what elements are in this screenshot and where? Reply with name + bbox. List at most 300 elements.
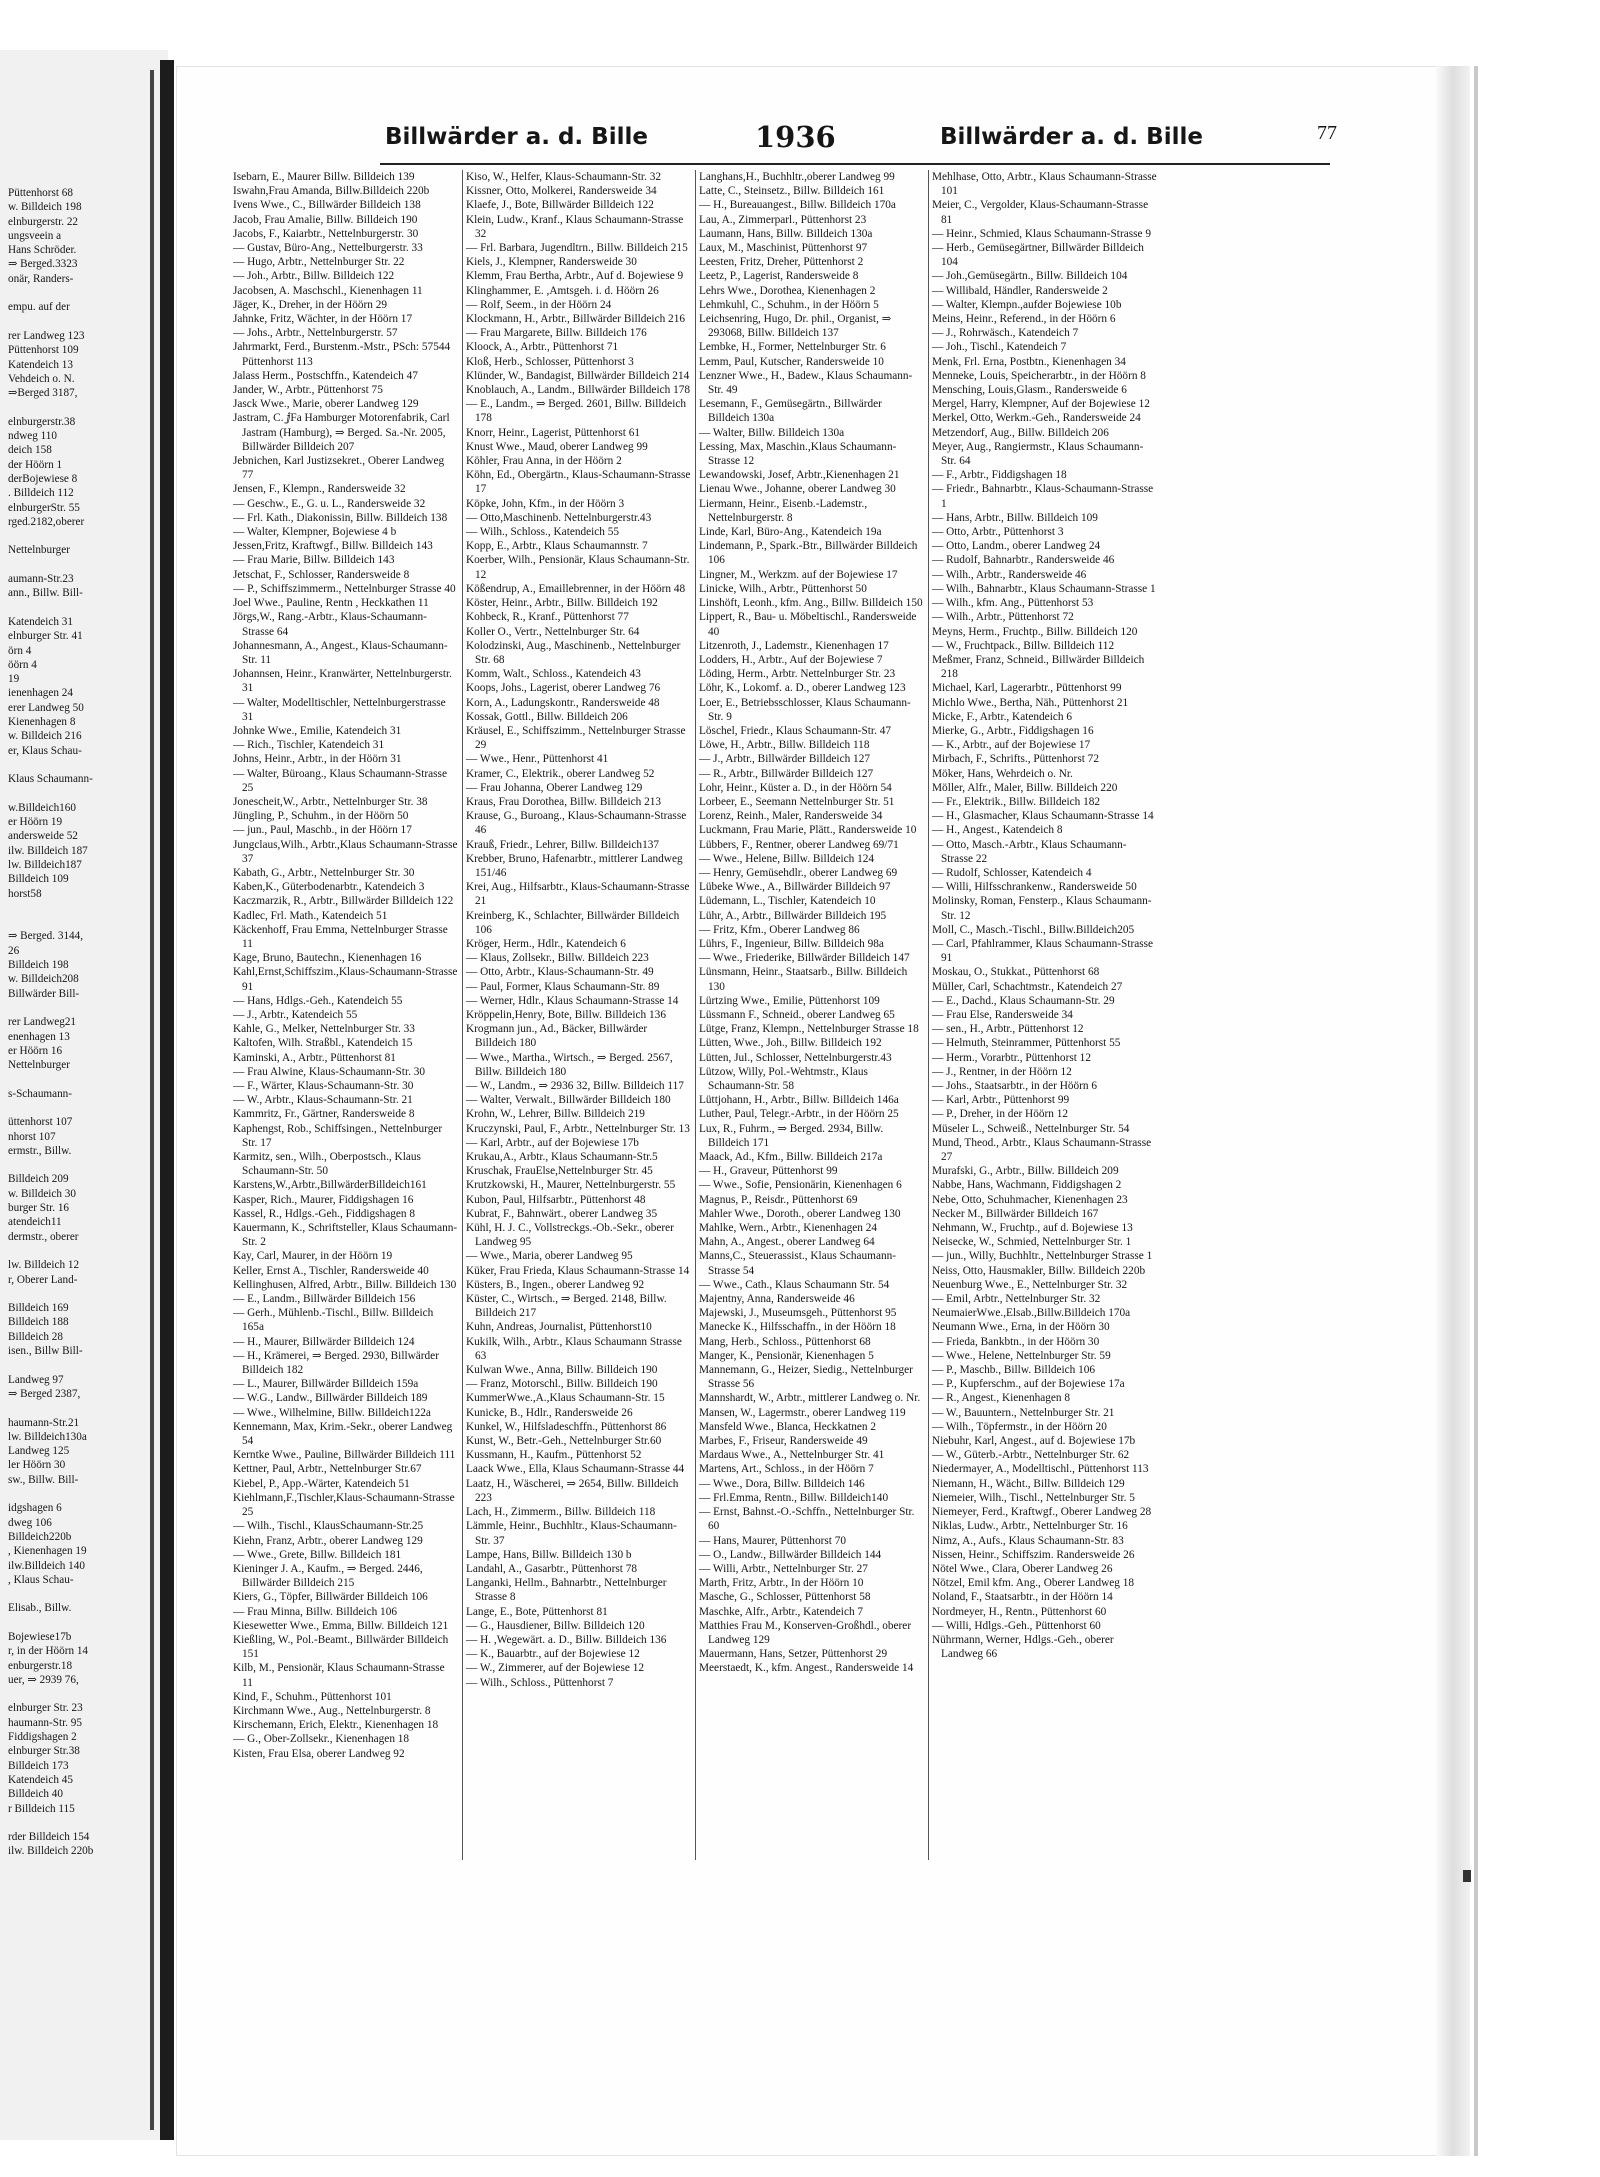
directory-entry: Mansen, W., Lagermstr., oberer Landweg 119 [699, 1406, 906, 1419]
directory-entry: — Frau Alwine, Klaus-Schaumann-Str. 30 [233, 1065, 426, 1078]
left-page-line: uer, ⇒ 2939 76, [8, 1673, 79, 1686]
left-page-line [8, 1687, 158, 1701]
directory-entry: — Wwe., Sofie, Pensionärin, Kienenhagen 6 [699, 1179, 902, 1192]
left-page-line: Billdeich 109 [8, 873, 69, 886]
directory-entry: — J., Rentner, in der Höörn 12 [932, 1065, 1072, 1078]
left-page-line: ler Höörn 30 [8, 1459, 66, 1472]
left-page-line [8, 1616, 158, 1630]
left-page-line: erer Landweg 50 [8, 701, 84, 714]
directory-entry: Lürtzing Wwe., Emilie, Püttenhorst 109 [699, 994, 880, 1007]
directory-entry: Jacob, Frau Amalie, Billw. Billdeich 190 [233, 213, 418, 226]
directory-entry: Lohr, Heinr., Küster a. D., in der Höörn 54 [699, 781, 892, 794]
directory-entry: Manger, K., Pensionär, Kienenhagen 5 [699, 1349, 874, 1362]
page-header [200, 112, 1335, 156]
directory-entry: Krohn, W., Lehrer, Billw. Billdeich 219 [466, 1108, 645, 1121]
left-page-line: r, in der Höörn 14 [8, 1645, 89, 1658]
directory-entry: — Willi, Hdlgs.-Geh., Püttenhorst 60 [932, 1619, 1101, 1632]
left-page-line: Katendeich 31 [8, 615, 73, 628]
left-page-line [8, 1158, 158, 1172]
directory-entry: Mirbach, F., Schrifts., Püttenhorst 72 [932, 753, 1099, 766]
directory-entry: Kruczynski, Paul, F., Arbtr., Nettelnburger Str. 13 [466, 1122, 690, 1135]
directory-entry: — W., Zimmerer, auf der Bojewiese 12 [466, 1662, 645, 1675]
directory-entry: Kage, Bruno, Bautechn., Kienenhagen 16 [233, 952, 422, 965]
left-page-line [8, 315, 158, 329]
directory-entry: — Herm., Vorarbtr., Püttenhorst 12 [932, 1051, 1091, 1064]
left-page-line: ⇒ Berged.3323 [8, 258, 78, 271]
left-page-line: . Billdeich 112 [8, 487, 74, 500]
directory-entry: Kopp, E., Arbtr., Klaus Schaumannstr. 7 [466, 540, 648, 553]
directory-entry: Kilb, M., Pensionär, Klaus Schaumann-Strasse 11 [233, 1662, 445, 1689]
left-page-line: rer Landweg 123 [8, 329, 85, 342]
directory-entry: Landahl, A., Gasarbtr., Püttenhorst 78 [466, 1562, 637, 1575]
left-page-line: ilw. Billdeich 220b [8, 1845, 94, 1858]
directory-entry: — H., Krämerei, ⇒ Berged. 2930, Billwärder Billdeich 182 [233, 1349, 439, 1377]
left-page-line: Billdeich 198 [8, 959, 69, 972]
directory-entry: Kadlec, Frl. Math., Katendeich 51 [233, 909, 388, 922]
left-page-line: haumann-Str.21 [8, 1416, 80, 1429]
directory-entry: Jessen,Fritz, Kraftwgf., Billw. Billdeich 143 [233, 540, 433, 553]
left-page-line: ienenhagen 24 [8, 687, 73, 700]
left-page-line [8, 529, 158, 543]
left-page-line [8, 400, 158, 414]
directory-entry: Langhans,H., Buchhltr.,oberer Landweg 99 [699, 171, 895, 183]
directory-entry: — Wilh., Töpfermstr., in der Höörn 20 [932, 1420, 1107, 1433]
directory-entry: Mahn, A., Angest., oberer Landweg 64 [699, 1236, 875, 1249]
directory-entry: Kind, F., Schuhm., Püttenhorst 101 [233, 1690, 392, 1703]
left-page-line: öörn 4 [8, 658, 37, 671]
directory-entry: — Hans, Arbtr., Billw. Billdeich 109 [932, 511, 1098, 524]
directory-entry: — H., Glasmacher, Klaus Schaumann-Strasse 14 [932, 810, 1154, 823]
directory-entry: Kubon, Paul, Hilfsarbtr., Püttenhorst 48 [466, 1193, 646, 1206]
directory-entry: Luckmann, Frau Marie, Plätt., Randersweide 10 [699, 824, 917, 837]
left-page-line: atendeich11 [8, 1216, 62, 1229]
directory-entry: Neuenburg Wwe., E., Nettelnburger Str. 32 [932, 1278, 1128, 1291]
left-page-line: er Höörn 19 [8, 816, 63, 829]
directory-entry: Menneke, Louis, Speicherarbtr., in der Höörn 8 [932, 369, 1146, 382]
directory-entry: Lingner, M., Werkzm. auf der Bojewiese 17 [699, 568, 898, 581]
page-number: 77 [1317, 122, 1337, 144]
directory-entry: — Werner, Hdlr., Klaus Schaumann-Strasse 14 [466, 994, 679, 1007]
directory-entry: Lenzner Wwe., H., Badew., Klaus Schaumann-Str. 49 [699, 369, 913, 397]
left-page-line: enburgerstr.18 [8, 1659, 73, 1672]
directory-entry: — Wilh., Tischl., KlausSchaumann-Str.25 [233, 1520, 424, 1533]
directory-entry: Kennemann, Max, Krim.-Sekr., oberer Landweg 54 [233, 1420, 453, 1448]
directory-entry: Kaminski, A., Arbtr., Püttenhorst 81 [233, 1051, 396, 1064]
directory-entry: Leetz, P., Lagerist, Randersweide 8 [699, 270, 859, 283]
directory-entry: Marth, Fritz, Arbtr., In der Höörn 10 [699, 1577, 864, 1590]
left-page-line: örn 4 [8, 644, 32, 657]
directory-entry: — Friedr., Bahnarbtr., Klaus-Schaumann-Strasse 1 [932, 483, 1154, 510]
directory-entry: — J., Arbtr., Billwärder Billdeich 127 [699, 753, 871, 766]
directory-entry: — Frieda, Bankbtn., in der Höörn 30 [932, 1335, 1100, 1348]
directory-entry: Jonescheit,W., Arbtr., Nettelnburger Str. 38 [233, 795, 428, 808]
directory-entry: Lewandowski, Josef, Arbtr.,Kienenhagen 21 [699, 469, 900, 482]
left-page-line: , Kienenhagen 19 [8, 1545, 87, 1558]
directory-entry: Klaefe, J., Bote, Billwärder Billdeich 122 [466, 199, 654, 212]
directory-entry: Möller, Alfr., Maler, Billw. Billdeich 220 [932, 781, 1118, 794]
header-year: 1936 [755, 120, 836, 154]
directory-entry: Johnke Wwe., Emilie, Katendeich 31 [233, 724, 402, 737]
directory-entry: — Fritz, Kfm., Oberer Landweg 86 [699, 923, 860, 936]
directory-entry: Jalass Herm., Postschffn., Katendeich 47 [233, 369, 418, 382]
left-page-line: Nettelnburger [8, 1059, 70, 1072]
directory-entry: Meerstaedt, K., kfm. Angest., Randersweide 14 [699, 1662, 914, 1675]
directory-entry: Niedermayer, A., Modelltischl., Püttenhorst 113 [932, 1463, 1149, 1476]
directory-entry: Klein, Ludw., Kranf., Klaus Schaumann-Strasse 32 [466, 213, 684, 240]
directory-entry: Lach, H., Zimmerm., Billw. Billdeich 118 [466, 1506, 656, 1519]
directory-entry: — Otto, Landm., oberer Landweg 24 [932, 540, 1101, 553]
left-page-line [8, 601, 158, 615]
directory-entry: — Willi, Hilfsschrankenw., Randersweide 50 [932, 881, 1137, 894]
directory-entry: — Otto, Masch.-Arbtr., Klaus Schaumann-Strasse 22 [932, 838, 1127, 865]
directory-entry: — Wwe., Martha., Wirtsch., ⇒ Berged. 2567, Billw. Billdeich 180 [466, 1051, 673, 1078]
directory-entry: Lühr, A., Arbtr., Billwärder Billdeich 195 [699, 909, 887, 922]
directory-entry: Nordmeyer, H., Rentn., Püttenhorst 60 [932, 1605, 1107, 1618]
directory-entry: — Joh., Arbtr., Billw. Billdeich 122 [233, 270, 395, 283]
directory-column-3 [699, 170, 924, 1860]
left-page-line: Billwärder Bill- [8, 987, 80, 1000]
directory-entry: Mierke, G., Arbtr., Fiddigshagen 16 [932, 724, 1094, 737]
directory-entry: Mardaus Wwe., A., Nettelnburger Str. 41 [699, 1449, 885, 1462]
directory-entry: Nissen, Heinr., Schiffszim. Randersweide 26 [932, 1548, 1135, 1561]
directory-entry: Kößendrup, A., Emaillebrenner, in der Höörn 48 [466, 582, 686, 595]
directory-entry: Mergel, Harry, Klempner, Auf der Bojewiese 12 [932, 398, 1150, 411]
directory-entry: Michael, Karl, Lagerarbtr., Püttenhorst 99 [932, 682, 1122, 695]
directory-entry: Linshöft, Leonh., kfm. Ang., Billw. Billdeich 150 [699, 597, 923, 610]
directory-entry: Nührmann, Werner, Hdlgs.-Geh., oberer Landweg 66 [932, 1633, 1114, 1661]
left-page-line: elnburger Str. 23 [8, 1702, 83, 1715]
directory-entry: — P., Kupferschm., auf der Bojewiese 17a [932, 1378, 1125, 1391]
left-page-line: Fiddigshagen 2 [8, 1731, 77, 1744]
directory-entry: — F., Arbtr., Fiddigshagen 18 [932, 469, 1067, 482]
directory-entry: Krebber, Bruno, Hafenarbtr., mittlerer Landweg 151/46 [466, 852, 683, 879]
directory-entry: — Karl, Arbtr., auf der Bojewiese 17b [466, 1136, 639, 1149]
header-rule [380, 163, 1330, 165]
directory-column-1 [233, 170, 458, 1860]
directory-entry: Jasck Wwe., Marie, oberer Landweg 129 [233, 398, 419, 411]
directory-entry: Majewski, J., Museumsgeh., Püttenhorst 95 [699, 1307, 897, 1320]
directory-entry: Kauermann, K., Schriftsteller, Klaus Schaumann-Str. 2 [233, 1222, 458, 1249]
directory-entry: Lux, R., Fuhrm., ⇒ Berged. 2934, Billw. Billdeich 171 [699, 1122, 884, 1149]
directory-entry: Käckenhoff, Frau Emma, Nettelnburger Strasse 11 [233, 923, 448, 950]
directory-entry: — Henry, Gemüsehdlr., oberer Landweg 69 [699, 866, 898, 879]
directory-entry: — H., Maurer, Billwärder Billdeich 124 [233, 1335, 415, 1348]
directory-entry: Lampe, Hans, Billw. Billdeich 130 b [466, 1548, 632, 1561]
left-page-line: ilw.Billdeich 140 [8, 1559, 85, 1572]
directory-entry: Necker M., Billwärder Billdeich 167 [932, 1207, 1099, 1220]
directory-entry: — Otto, Arbtr., Klaus-Schaumann-Str. 49 [466, 966, 654, 979]
left-page-line: 19 [8, 673, 20, 686]
directory-entry: Kiso, W., Helfer, Klaus-Schaumann-Str. 32 [466, 171, 662, 183]
left-page-line [8, 1816, 158, 1830]
directory-entry: Masche, G., Schlosser, Püttenhorst 58 [699, 1591, 871, 1604]
directory-entry: Müller, Carl, Schachtmstr., Katendeich 27 [932, 980, 1123, 993]
directory-entry: Kiers, G., Töpfer, Billwärder Billdeich 106 [233, 1591, 428, 1604]
directory-entry: Löwe, H., Arbtr., Billw. Billdeich 118 [699, 739, 870, 752]
directory-entry: Kunkel, W., Hilfsladeschffn., Püttenhorst 86 [466, 1420, 667, 1433]
directory-entry: — Wwe., Friederike, Billwärder Billdeich 147 [699, 952, 910, 965]
left-page-line: ungsveein a [8, 229, 62, 242]
directory-entry: Kossak, Gottl., Billw. Billdeich 206 [466, 710, 628, 723]
left-page-line [8, 1244, 158, 1258]
directory-entry: Kiels, J., Klempner, Randersweide 30 [466, 256, 637, 269]
directory-entry: — R., Arbtr., Billwärder Billdeich 127 [699, 767, 874, 780]
directory-entry: — Walter, Modelltischler, Nettelnburgerstrasse 31 [233, 696, 446, 723]
directory-entry: Jahrmarkt, Ferd., Burstenm.-Mstr., PSch: 57544 Püttenhorst 113 [233, 341, 451, 368]
directory-entry: — Frl. Kath., Diakonissin, Billw. Billdeich 138 [233, 511, 448, 524]
column-divider [695, 170, 696, 1860]
directory-entry: — P., Maschb., Billw. Billdeich 106 [932, 1364, 1096, 1377]
directory-entry: Johannesmann, A., Angest., Klaus-Schaumann-Str. 11 [233, 639, 448, 666]
directory-entry: Kühl, H. J. C., Vollstreckgs.-Ob.-Sekr., oberer Landweg 95 [466, 1222, 674, 1249]
directory-entry: Lindemann, P., Spark.-Btr., Billwärder Billdeich 106 [699, 540, 918, 567]
directory-entry: Lüdemann, L., Tischler, Katendeich 10 [699, 895, 876, 908]
directory-entry: Kuhn, Andreas, Journalist, Püttenhorst10 [466, 1321, 652, 1334]
book-gutter [160, 60, 174, 2140]
left-page-line: Katendeich 45 [8, 1773, 73, 1786]
directory-entry: Linde, Karl, Büro-Ang., Katendeich 19a [699, 526, 882, 539]
left-page-line: Bojewiese17b [8, 1630, 72, 1643]
directory-entry: — Wilh., Bahnarbtr., Klaus Schaumann-Strasse 1 [932, 582, 1156, 595]
directory-entry: — Frau Minna, Billw. Billdeich 106 [233, 1605, 398, 1618]
directory-entry: Jastram, C. ⅉFa Hamburger Motorenfabrik, Carl Jastram (Hamburg), ⇒ Berged. Sa.-Nr. 2005, Billwärder Billdeich 207 [233, 412, 450, 453]
left-page-line [8, 1401, 158, 1415]
directory-column-4 [932, 170, 1157, 1860]
directory-entry: Niklas, Ludw., Arbtr., Nettelnburger Str. 16 [932, 1520, 1128, 1533]
left-page-line: w. Billdeich 216 [8, 730, 82, 743]
directory-entry: Latte, C., Steinsetz., Billw. Billdeich 161 [699, 185, 885, 198]
directory-entry: Kiehn, Franz, Arbtr., oberer Landweg 129 [233, 1534, 423, 1547]
left-page-line: nhorst 107 [8, 1130, 56, 1143]
directory-entry: Noland, F., Staatsarbtr., in der Höörn 14 [932, 1591, 1113, 1604]
left-page-line [8, 1587, 158, 1601]
directory-entry: — G., Ober-Zollsekr., Kienenhagen 18 [233, 1733, 410, 1746]
directory-entry: Lünsmann, Heinr., Staatsarb., Billw. Billdeich 130 [699, 966, 908, 993]
directory-entry: Kaczmarzik, R., Arbtr., Billwärder Billdeich 122 [233, 895, 454, 908]
directory-entry: Kunicke, B., Hdlr., Randersweide 26 [466, 1406, 633, 1419]
directory-entry: — Frl.Emma, Rentn., Billw. Billdeich140 [699, 1491, 889, 1504]
directory-entry: Nötel Wwe., Clara, Oberer Landweg 26 [932, 1562, 1113, 1575]
directory-entry: Köhn, Ed., Obergärtn., Klaus-Schaumann-Strasse 17 [466, 469, 691, 496]
directory-entry: Meßmer, Franz, Schneid., Billwärder Billdeich 218 [932, 653, 1145, 681]
directory-entry: Krauß, Friedr., Lehrer, Billw. Billdeich137 [466, 838, 660, 851]
directory-entry: Mauermann, Hans, Setzer, Püttenhorst 29 [699, 1648, 888, 1661]
directory-entry: — Wwe., Helene, Nettelnburger Str. 59 [932, 1349, 1111, 1362]
left-page-line: 26 [8, 944, 20, 957]
directory-entry: — Wilh., Arbtr., Püttenhorst 72 [932, 611, 1074, 624]
directory-entry: — P., Dreher, in der Höörn 12 [932, 1108, 1069, 1121]
directory-entry: — G., Hausdiener, Billw. Billdeich 120 [466, 1619, 645, 1632]
directory-entry: Kraus, Frau Dorothea, Billw. Billdeich 213 [466, 795, 662, 808]
directory-entry: Matthies Frau M., Konserven-Großhdl., oberer Landweg 129 [699, 1619, 912, 1646]
directory-entry: Johns, Heinr., Arbtr., in der Höörn 31 [233, 753, 402, 766]
left-page-line: Kienenhagen 8 [8, 715, 76, 728]
directory-entry: — W., Güterb.-Arbtr., Nettelnburger Str. 62 [932, 1449, 1130, 1462]
left-page-line: Elisab., Billw. [8, 1602, 72, 1615]
directory-entry: Karstens,W.,Arbtr.,BillwärderBilldeich161 [233, 1179, 427, 1192]
directory-entry: Kiesewetter Wwe., Emma, Billw. Billdeich 121 [233, 1619, 449, 1632]
directory-entry: — Wwe., Helene, Billw. Billdeich 124 [699, 852, 875, 865]
directory-entry: Meyer, Aug., Rangiermstr., Klaus Schaumann-Str. 64 [932, 440, 1144, 468]
left-page-line [8, 1287, 158, 1301]
left-page-line: haumann-Str. 95 [8, 1716, 82, 1729]
directory-entry: Kloß, Herb., Schlosser, Püttenhorst 3 [466, 355, 634, 368]
directory-entry: Kirchmann Wwe., Aug., Nettelnburgerstr. 8 [233, 1704, 431, 1717]
directory-entry: — Rudolf, Bahnarbtr., Randersweide 46 [932, 554, 1115, 567]
directory-entry: Klünder, W., Bandagist, Billwärder Billdeich 214 [466, 369, 690, 382]
left-page-line: w. Billdeich208 [8, 973, 79, 986]
directory-entry: Kieninger J. A., Kaufm., ⇒ Berged. 2446, Billwärder Billdeich 215 [233, 1562, 423, 1590]
left-page-line: rged.2182,oberer [8, 515, 85, 528]
directory-entry: — sen., H., Arbtr., Püttenhorst 12 [932, 1023, 1084, 1036]
directory-entry: — jun., Willy, Buchhltr., Nettelnburger Strasse 1 [932, 1250, 1153, 1263]
left-page-line: onär, Randers- [8, 272, 74, 285]
left-page-line: Billdeich 28 [8, 1330, 63, 1343]
left-page-line: Landweg 125 [8, 1445, 70, 1458]
directory-entry: Kahle, G., Melker, Nettelnburger Str. 33 [233, 1023, 415, 1036]
directory-entry: Jacobsen, A. Maschschl., Kienenhagen 11 [233, 284, 423, 297]
directory-entry: Kiehlmann,F.,Tischler,Klaus-Schaumann-Strasse 25 [233, 1491, 455, 1519]
directory-entry: Jensen, F., Klempn., Randersweide 32 [233, 483, 406, 496]
left-page-line: ann., Billw. Bill- [8, 587, 83, 600]
directory-entry: Mansfeld Wwe., Blanca, Heckkatnen 2 [699, 1420, 877, 1433]
directory-entry: — Willi, Arbtr., Nettelnburger Str. 27 [699, 1562, 868, 1575]
directory-entry: Kammritz, Fr., Gärtner, Randersweide 8 [233, 1108, 415, 1121]
left-page-line: Nettelnburger [8, 544, 70, 557]
directory-entry: — Rudolf, Schlosser, Katendeich 4 [932, 866, 1092, 879]
directory-entry: Küster, C., Wirtsch., ⇒ Berged. 2148, Billw. Billdeich 217 [466, 1293, 667, 1320]
directory-entry: — Wwe., Dora, Billw. Billdeich 146 [699, 1477, 865, 1490]
directory-entry: Kaltofen, Wilh. Straßbl., Katendeich 15 [233, 1037, 413, 1050]
directory-entry: — Otto,Maschinenb. Nettelnburgerstr.43 [466, 511, 652, 524]
left-page-line: er, Klaus Schau- [8, 744, 82, 757]
directory-entry: Merkel, Otto, Werkm.-Geh., Randersweide 24 [932, 412, 1141, 425]
directory-entry: Krause, G., Buroang., Klaus-Schaumann-Strasse 46 [466, 810, 687, 837]
binding-hole [1463, 1870, 1471, 1882]
directory-entry: Keller, Ernst A., Tischler, Randersweide 40 [233, 1264, 429, 1277]
directory-entry: Küker, Frau Frieda, Klaus Schaumann-Strasse 14 [466, 1264, 690, 1277]
directory-entry: Klemm, Frau Bertha, Arbtr., Auf d. Bojewiese 9 [466, 270, 684, 283]
directory-entry: — Frl. Barbara, Jugendltrn., Billw. Billdeich 215 [466, 242, 688, 255]
directory-entry: Nebe, Otto, Schuhmacher, Kienenhagen 23 [932, 1193, 1128, 1206]
directory-entry: Loer, E., Betriebsschlosser, Klaus Schaumann-Str. 9 [699, 696, 911, 723]
directory-entry: Nimz, A., Aufs., Klaus Schaumann-Str. 83 [932, 1534, 1124, 1547]
directory-entry: — E., Dachd., Klaus Schaumann-Str. 29 [932, 994, 1115, 1007]
directory-entry: Kiebel, P., App.-Wärter, Katendeich 51 [233, 1477, 410, 1490]
directory-entry: Litzenroth, J., Lademstr., Kienenhagen 17 [699, 639, 889, 652]
directory-entry: — W., Fruchtpack., Billw. Billdeich 112 [932, 639, 1115, 652]
directory-entry: — Hans, Hdlgs.-Geh., Katendeich 55 [233, 994, 403, 1007]
directory-entry: — Walter, Verwalt., Billwärder Billdeich 180 [466, 1094, 671, 1107]
directory-entry: — J., Rohrwäsch., Katendeich 7 [932, 327, 1079, 340]
directory-entry: Linicke, Wilh., Arbtr., Püttenhorst 50 [699, 582, 867, 595]
directory-entry: Kassel, R., Hdlgs.-Geh., Fiddigshagen 8 [233, 1207, 415, 1220]
directory-entry: — J., Arbtr., Katendeich 55 [233, 1008, 358, 1021]
left-page-line: empu. auf der [8, 301, 70, 314]
directory-entry: — Karl, Arbtr., Püttenhorst 99 [932, 1094, 1070, 1107]
directory-entry: Köster, Heinr., Arbtr., Billw. Billdeich 192 [466, 597, 658, 610]
directory-entry: Kohbeck, R., Kranf., Püttenhorst 77 [466, 611, 629, 624]
left-page-line: rer Landweg21 [8, 1016, 77, 1029]
directory-entry: Michlo Wwe., Bertha, Näh., Püttenhorst 21 [932, 696, 1129, 709]
column-divider [928, 170, 929, 1860]
directory-entry: Kettner, Paul, Arbtr., Nettelnburger Str.67 [233, 1463, 422, 1476]
left-page-line: deich 158 [8, 444, 52, 457]
directory-entry: Ivens Wwe., C., Billwärder Billdeich 138 [233, 199, 421, 212]
directory-entry: Kabath, G., Arbtr., Nettelnburger Str. 30 [233, 866, 415, 879]
left-page-line: burger Str. 16 [8, 1202, 70, 1215]
directory-entry: Lorbeer, E., Seemann Nettelnburger Str. 51 [699, 795, 895, 808]
directory-entry: Küsters, B., Ingen., oberer Landweg 92 [466, 1278, 645, 1291]
left-page-line: w. Billdeich 30 [8, 1187, 76, 1200]
directory-entry: Liermann, Heinr., Eisenb.-Lademstr., Nettelnburgerstr. 8 [699, 497, 868, 524]
directory-entry: Martens, Art., Schloss., in der Höörn 7 [699, 1463, 874, 1476]
directory-entry: Klinghammer, E. ,Amtsgeh. i. d. Höörn 26 [466, 284, 659, 297]
directory-entry: Marbes, F., Friseur, Randersweide 49 [699, 1435, 868, 1448]
directory-entry: — Wwe., Grete, Billw. Billdeich 181 [233, 1548, 402, 1561]
directory-entry: Manecke K., Hilfsschaffn., in der Höörn 18 [699, 1321, 896, 1334]
directory-entry: — Franz, Motorschl., Billw. Billdeich 190 [466, 1378, 658, 1391]
directory-entry: — Ernst, Bahnst.-O.-Schffn., Nettelnburger Str. 60 [699, 1506, 915, 1533]
left-page-line [8, 1487, 158, 1501]
directory-entry: Johannsen, Heinr., Kranwärter, Nettelnburgerstr. 31 [233, 668, 452, 695]
directory-entry: — H., Graveur, Püttenhorst 99 [699, 1165, 838, 1178]
directory-entry: Magnus, P., Reisdr., Püttenhorst 69 [699, 1193, 858, 1206]
directory-entry: Komm, Walt., Schloss., Katendeich 43 [466, 668, 641, 681]
directory-entry: — W.G., Landw., Billwärder Billdeich 189 [233, 1392, 428, 1405]
directory-entry: Kaphengst, Rob., Schiffsingen., Nettelnburger Str. 17 [233, 1122, 443, 1149]
directory-entry: — Joh., Tischl., Katendeich 7 [932, 341, 1067, 354]
directory-entry: Isebarn, E., Maurer Billw. Billdeich 139 [233, 171, 415, 183]
directory-entry: Löschel, Friedr., Klaus Schaumann-Str. 47 [699, 724, 892, 737]
directory-entry: — Geschw., E., G. u. L., Randersweide 32 [233, 497, 426, 510]
directory-entry: Nabbe, Hans, Wachmann, Fiddigshagen 2 [932, 1179, 1122, 1192]
directory-entry: Lippert, R., Bau- u. Möbeltischl., Randersweide 40 [699, 611, 917, 638]
directory-entry: — Frau Else, Randersweide 34 [932, 1008, 1073, 1021]
directory-entry: Lodders, H., Arbtr., Auf der Bojewiese 7 [699, 653, 883, 666]
directory-entry: Niemeyer, Ferd., Kraftwgf., Oberer Landweg 28 [932, 1506, 1152, 1519]
left-page-line: dermstr., oberer [8, 1230, 79, 1243]
directory-entry: — Johs., Arbtr., Nettelnburgerstr. 57 [233, 327, 398, 340]
directory-entry: Langanki, Hellm., Bahnarbtr., Nettelnburger Strasse 8 [466, 1577, 667, 1604]
directory-entry: Joel Wwe., Pauline, Rentn , Heckkathen 11 [233, 597, 429, 610]
left-page-line: elnburgerstr. 22 [8, 215, 79, 228]
directory-entry: Krei, Aug., Hilfsarbtr., Klaus-Schaumann-Strasse 21 [466, 881, 690, 908]
left-page-line: ndweg 110 [8, 430, 57, 443]
directory-entry: Lienau Wwe., Johanne, oberer Landweg 30 [699, 483, 896, 496]
directory-entry: Kröger, Herm., Hdlr., Katendeich 6 [466, 937, 626, 950]
directory-entry: — Hugo, Arbtr., Nettelnburger Str. 22 [233, 256, 405, 269]
directory-entry: Lütge, Franz, Klempn., Nettelnburger Strasse 18 [699, 1023, 919, 1036]
directory-entry: Lüssmann F., Schneid., oberer Landweg 65 [699, 1008, 895, 1021]
left-page-line [8, 915, 158, 929]
directory-entry: — Frau Johanna, Oberer Landweg 129 [466, 781, 643, 794]
directory-entry: Mund, Theod., Arbtr., Klaus Schaumann-Strasse 27 [932, 1136, 1152, 1164]
directory-entry: Kasper, Rich., Maurer, Fiddigshagen 16 [233, 1193, 414, 1206]
directory-entry: — H. ,Wegewärt. a. D., Billw. Billdeich 136 [466, 1633, 667, 1646]
directory-entry: Niemann, H., Wächt., Billw. Billdeich 129 [932, 1477, 1125, 1490]
directory-entry: Lüttjohann, H., Arbtr., Billw. Billdeich 146a [699, 1094, 899, 1107]
directory-entry: — Frau Marie, Billw. Billdeich 143 [233, 554, 395, 567]
directory-entry: Moskau, O., Stukkat., Püttenhorst 68 [932, 966, 1100, 979]
directory-entry: Kerntke Wwe., Pauline, Billwärder Billdeich 111 [233, 1449, 456, 1462]
left-page-line [8, 286, 158, 300]
directory-entry: — Willibald, Händler, Randersweide 2 [932, 284, 1108, 297]
left-page-line: Billdeich 169 [8, 1302, 69, 1315]
directory-entry: — Wwe., Cath., Klaus Schaumann Str. 54 [699, 1278, 890, 1291]
directory-entry: — Emil, Arbtr., Nettelnburger Str. 32 [932, 1293, 1101, 1306]
left-page-line: Billdeich 188 [8, 1316, 69, 1329]
